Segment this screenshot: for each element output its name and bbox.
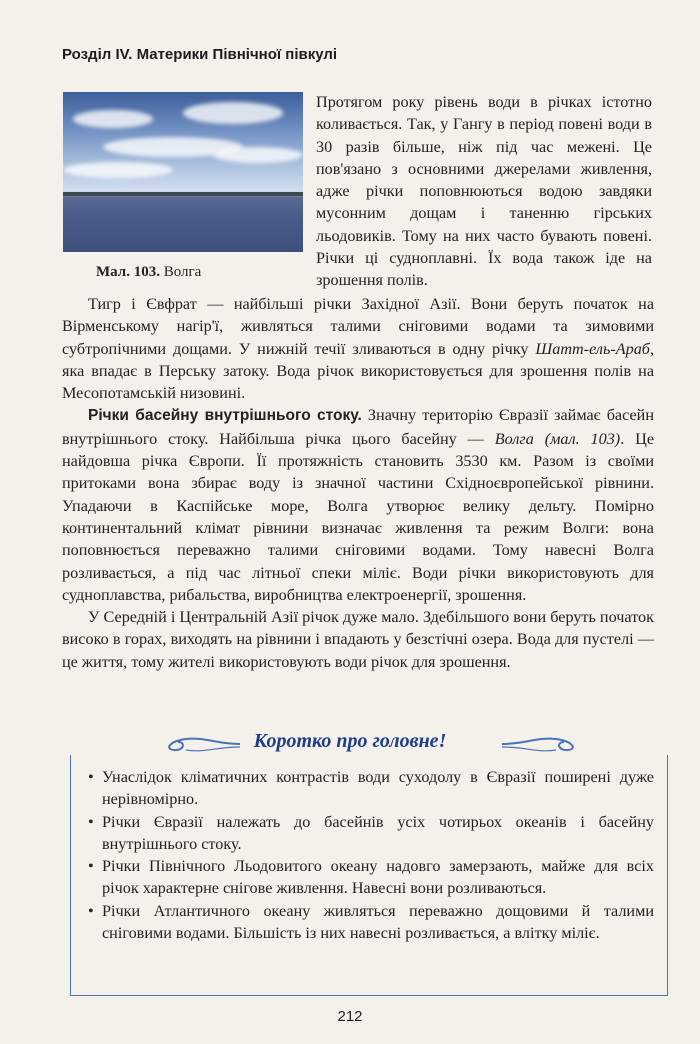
intro-text: Протягом року рівень води в річках істотно коливається. Так, у Гангу в період повені води в 30 разів більше, ніж під час межені. Це пов'язано з основними джерелами живлення, адже річки поповнюються водою завдяки мусонним дощам і таненню гірських льодовиків. Тому на них часто бувають повені. Річки ці судноплавні. Їх вода також іде на зрошення полів.: [316, 93, 652, 290]
summary-item-text: Річки Північного Льодовитого океану надовго замерзають, майже для всіх річок характерне снігове живлення. Навесні вони розливаються.: [102, 857, 654, 898]
paragraph-central-asia: [62, 606, 654, 673]
central-asia-text: У Середній і Центральній Азії річок дуже мало. Здебільшого вони беруть початок високо в горах, виходять на рівнини і впадають у безстічні озера. Вода для пустелі — це життя, тому жителі використовують води річок для зрошення.: [62, 608, 654, 671]
figure-label: Мал. 103.: [96, 264, 160, 280]
summary-item: [88, 811, 654, 856]
summary-item: [88, 766, 654, 811]
summary-item-text: Унаслідок кліматичних контрастів води суходолу в Євразії поширені дуже нерівномірно.: [102, 768, 654, 809]
summary-item: [88, 855, 654, 900]
bullet-icon: •: [88, 812, 94, 831]
tigris-text-2: , яка впадає в Перську затоку. Вода річок використовується для зрошення полів на Месопотамській низовині.: [62, 339, 654, 403]
main-body: [62, 293, 654, 673]
page-number: 212: [337, 1008, 363, 1025]
figure-caption: [96, 264, 201, 281]
bullet-icon: •: [88, 857, 94, 876]
bullet-icon: •: [88, 901, 94, 920]
paragraph-tigris: [62, 293, 654, 404]
intro-paragraph: [316, 91, 652, 292]
tigris-text-1: Тигр і Євфрат — найбільші річки Західної Азії. Вони беруть початок на Вірменському нагір'ї, живляться талими сніговими водами та зимовими субтропічними дощами. У нижній течії зливаються в одну річку: [62, 295, 654, 358]
summary-item: [88, 900, 654, 945]
summary-title: Коротко про головне!: [253, 730, 447, 752]
inland-text-2: . Це найдовша річка Європи. Її протяжність становить 3530 км. Разом із своїми притоками вона збирає воду із значної частини Східноєвропейської рівнини. Упадаючи в Каспійське море, Волга утворює велику дельту. Помірно континентальний клімат рівнини визначає живлення та режим Волги: вона поповнюється переважно талими сніговими водами. Тому навесні Волга розливається, а під час літньої спеки міліє. Води річки використовують для судноплавства, рибальства, виробництва електроенергії, зрошення.: [62, 429, 655, 604]
right-swirl-ornament: [500, 733, 586, 755]
paragraph-inland: [62, 404, 654, 606]
bullet-icon: •: [88, 768, 94, 786]
tigris-italic: Шатт-ель-Араб: [535, 339, 650, 358]
volga-river-photo: [63, 92, 303, 252]
inland-italic: Волга (мал. 103): [494, 429, 621, 448]
summary-item-text: Річки Атлантичного океану живляться переважно дощовими й талими сніговими водами. Більшість із них навесні розливається, а влітку міліє.: [102, 901, 654, 943]
figure-caption-text: Волга: [163, 264, 202, 280]
summary-list: [88, 766, 654, 944]
summary-item-text: Річки Євразії належать до басейнів усіх чотирьох океанів і басейну внутрішнього стоку.: [102, 812, 654, 853]
inland-text-1: Значну територію Євразії займає басейн внутрішнього стоку. Найбільша річка цього басейну —: [62, 406, 655, 448]
section-header: Розділ IV. Материки Північної півкулі: [62, 46, 338, 63]
inland-lead: Річки басейну внутрішнього стоку.: [88, 407, 362, 425]
